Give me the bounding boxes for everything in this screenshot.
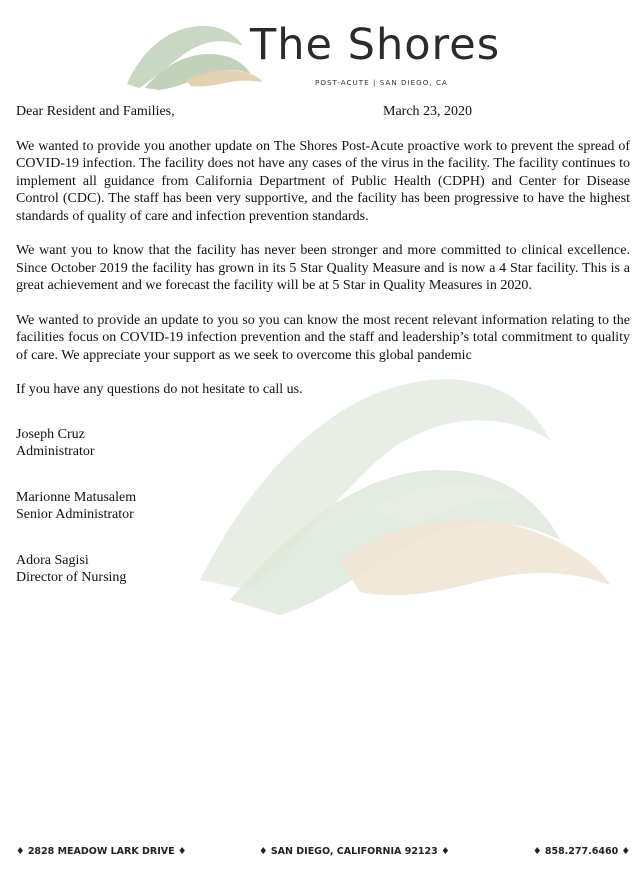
paragraph-commitment: We wanted to provide an update to you so you can know the most recent relevant information relating to the facilities focus on COVID-19 infection prevention and the staff and leadership’s total commitment to quality of care. We appreciate your support as we seek to overcome this global pandemic (16, 312, 630, 363)
letter-header-row (16, 103, 630, 121)
signature-block (16, 426, 630, 461)
signatory-name: Adora Sagisi (16, 552, 89, 568)
paragraph-rating: We want you to know that the facility has never been stronger and more committed to clinical excellence. Since October 2019 the facility has grown in its 5 Star Quality Measure and is now a 4 Star facility. This is a great achievement and we forecast the facility will be at 5 Star in Quality Measures in 2020. (16, 243, 630, 293)
brand-logo (125, 12, 545, 92)
footer-phone: ♦ 858.277.6460 ♦ (533, 846, 630, 857)
wave-logo-icon (125, 14, 265, 90)
salutation: Dear Resident and Families, (16, 104, 175, 119)
signatory-title: Director of Nursing (16, 570, 127, 585)
signature-block (16, 489, 630, 524)
signature-block (16, 552, 630, 587)
paragraph-update: We wanted to provide you another update on The Shores Post-Acute proactive work to prevent the spread of COVID-19 infection. The facility does not have any cases of the virus in the facility. The facility continues to implement all guidance from California Department of Public Health (CDPH) and Center for Disease Control (CDC). The staff has been very supportive, and the facility has been progressive to have the highest standards of quality of care and infection prevention standards. (16, 138, 630, 224)
signatory-name: Joseph Cruz (16, 426, 85, 442)
brand-tagline: POST-ACUTE | SAN DIEGO, CA (315, 78, 448, 87)
closing-line: If you have any questions do not hesitate to call us. (16, 382, 303, 397)
letter-date: March 23, 2020 (383, 104, 473, 119)
signatory-title: Senior Administrator (16, 507, 134, 522)
footer-address: ♦ 2828 MEADOW LARK DRIVE ♦ (16, 846, 187, 857)
footer-city: ♦ SAN DIEGO, CALIFORNIA 92123 ♦ (259, 846, 450, 857)
letter-body (16, 103, 630, 587)
brand-name: The Shores (250, 20, 501, 70)
signatory-name: Marionne Matusalem (16, 489, 137, 505)
signatory-title: Administrator (16, 444, 95, 459)
